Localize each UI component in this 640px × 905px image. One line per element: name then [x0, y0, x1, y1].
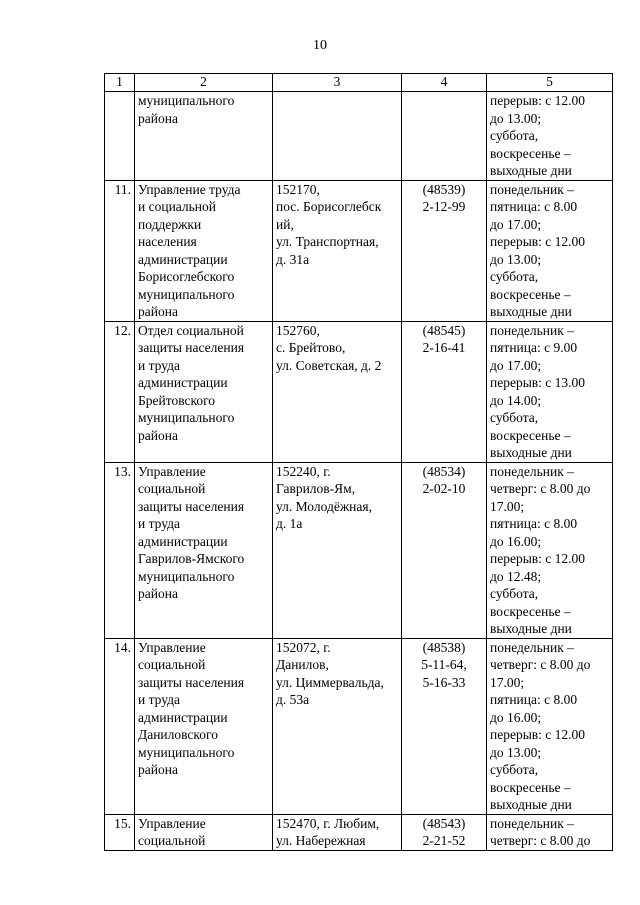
working-hours-line: воскресенье – [490, 145, 571, 161]
address-line: ул. Циммервальда, [276, 674, 384, 690]
working-hours-line: четверг: с 8.00 до [490, 657, 591, 672]
institution-name-line: администрации [138, 375, 228, 390]
institution-name-line: Управление [138, 463, 206, 479]
working-hours-line: 17.00; [490, 498, 525, 514]
working-hours-line: суббота, [490, 586, 539, 601]
row-number-cell: 14. [105, 638, 135, 814]
working-hours-cell [487, 462, 613, 638]
table-row [105, 638, 613, 814]
working-hours-line: до 16.00; [490, 709, 542, 725]
phone-cell [402, 462, 487, 638]
working-hours-line: перерыв: с 12.00 [490, 93, 586, 108]
institution-name-line: и труда [138, 357, 180, 373]
working-hours-line: воскресенье – [490, 603, 571, 619]
phone-line: 5-11-64, [421, 657, 467, 672]
working-hours-line: воскресенье – [490, 779, 571, 795]
working-hours-cell [487, 814, 613, 850]
working-hours-line: выходные дни [490, 621, 572, 636]
institution-name-line: муниципального [138, 286, 235, 302]
row-number-cell: 11. [105, 180, 135, 321]
working-hours-cell [487, 92, 613, 181]
column-number-3: 3 [273, 74, 402, 92]
phone-cell [402, 180, 487, 321]
phone-cell [402, 814, 487, 850]
phone-line: (48543) [422, 815, 466, 831]
row-number-cell: 15. [105, 814, 135, 850]
institutions-table [104, 73, 613, 851]
phone-line: (48534) [422, 463, 466, 479]
working-hours-line: пятница: с 8.00 [490, 199, 578, 214]
working-hours-line: до 17.00; [490, 357, 542, 373]
column-number-2: 2 [135, 74, 273, 92]
working-hours-line: четверг: с 8.00 до [490, 833, 591, 848]
address-line: 152760, [276, 322, 320, 338]
working-hours-line: выходные дни [490, 163, 572, 178]
address-line: ул. Молодёжная, [276, 498, 372, 514]
working-hours-line: до 16.00; [490, 533, 542, 549]
row-number-cell: 13. [105, 462, 135, 638]
working-hours-line: понедельник – [490, 181, 574, 197]
column-number-1: 1 [105, 74, 135, 92]
institution-name-line: поддержки [138, 216, 202, 232]
institution-name-line: Управление [138, 639, 206, 655]
address-line: Данилов, [276, 657, 329, 672]
institution-name-line: социальной [138, 481, 206, 496]
institution-name-line: района [138, 762, 178, 777]
institution-name-line: муниципального [138, 93, 235, 108]
phone-line: 2-12-99 [422, 199, 466, 214]
row-number-cell: 12. [105, 321, 135, 462]
working-hours-line: понедельник – [490, 322, 574, 338]
phone-cell [402, 638, 487, 814]
institution-name-line: Брейтовского [138, 392, 216, 408]
institution-name-cell [135, 321, 273, 462]
phone-line: 5-16-33 [422, 674, 466, 690]
institution-name-line: населения [138, 234, 197, 249]
working-hours-line: пятница: с 8.00 [490, 516, 578, 531]
address-line: ул. Советская, д. 2 [276, 357, 382, 373]
working-hours-line: до 13.00; [490, 251, 542, 267]
working-hours-cell [487, 638, 613, 814]
address-line: с. Брейтово, [276, 340, 346, 355]
address-line: 152240, г. [276, 463, 331, 479]
institution-name-line: администрации [138, 533, 228, 549]
address-line: ул. Транспортная, [276, 234, 379, 249]
phone-line: 2-16-41 [422, 340, 466, 355]
institution-name-line: района [138, 110, 178, 126]
column-number-header-row [105, 74, 613, 92]
address-line: д. 53а [276, 692, 310, 707]
working-hours-line: суббота, [490, 269, 539, 284]
table-row [105, 462, 613, 638]
phone-line: (48539) [422, 181, 466, 197]
working-hours-line: перерыв: с 12.00 [490, 727, 586, 742]
institution-name-line: Отдел социальной [138, 322, 244, 338]
institution-name-line: администрации [138, 709, 228, 725]
working-hours-line: пятница: с 8.00 [490, 692, 578, 707]
institution-name-cell [135, 638, 273, 814]
address-cell [273, 638, 402, 814]
phone-line: (48538) [422, 639, 466, 655]
institution-name-line: Гаврилов-Ямского [138, 551, 245, 566]
institution-name-line: муниципального [138, 410, 235, 425]
institution-name-line: Даниловского [138, 727, 218, 742]
working-hours-line: суббота, [490, 762, 539, 777]
working-hours-line: до 17.00; [490, 216, 542, 232]
working-hours-line: до 12.48; [490, 568, 542, 584]
institution-name-cell [135, 180, 273, 321]
address-line: Гаврилов-Ям, [276, 481, 356, 496]
working-hours-cell [487, 180, 613, 321]
institution-name-line: Борисоглебского [138, 269, 235, 284]
institution-name-line: и труда [138, 516, 180, 531]
working-hours-line: воскресенье – [490, 286, 571, 302]
table-row [105, 321, 613, 462]
institution-name-cell [135, 462, 273, 638]
working-hours-line: до 13.00; [490, 744, 542, 760]
address-cell [273, 462, 402, 638]
address-line: д. 31а [276, 251, 310, 267]
address-cell [273, 180, 402, 321]
working-hours-line: пятница: с 9.00 [490, 340, 578, 355]
phone-line: (48545) [422, 322, 466, 338]
working-hours-line: выходные дни [490, 445, 572, 460]
working-hours-cell [487, 321, 613, 462]
institution-name-line: района [138, 304, 178, 319]
working-hours-line: понедельник – [490, 463, 574, 479]
column-number-4: 4 [402, 74, 487, 92]
phone-cell [402, 321, 487, 462]
working-hours-line: четверг: с 8.00 до [490, 481, 591, 496]
address-line: ул. Набережная [276, 833, 366, 848]
institution-name-cell [135, 814, 273, 850]
phone-line: 2-02-10 [422, 481, 466, 496]
working-hours-line: до 14.00; [490, 392, 542, 408]
working-hours-line: 17.00; [490, 674, 525, 690]
table-row [105, 814, 613, 850]
institution-name-line: района [138, 427, 178, 443]
working-hours-line: суббота, [490, 410, 539, 425]
column-number-5: 5 [487, 74, 613, 92]
institution-name-line: социальной [138, 657, 206, 672]
institution-name-line: администрации [138, 251, 228, 267]
address-line: 152470, г. Любим, [276, 815, 380, 831]
working-hours-line: выходные дни [490, 797, 572, 812]
working-hours-line: понедельник – [490, 815, 574, 831]
address-cell [273, 814, 402, 850]
institution-name-line: муниципального [138, 568, 235, 584]
address-line: д. 1а [276, 516, 303, 531]
address-cell [273, 92, 402, 181]
page-number: 10 [313, 38, 327, 53]
working-hours-line: перерыв: с 12.00 [490, 551, 586, 566]
address-cell [273, 321, 402, 462]
institution-name-line: Управление [138, 815, 206, 831]
working-hours-line: перерыв: с 12.00 [490, 234, 586, 249]
address-line: 152170, [276, 181, 320, 197]
institution-name-cell [135, 92, 273, 181]
institution-name-line: защиты населения [138, 674, 245, 690]
working-hours-line: понедельник – [490, 639, 574, 655]
table-row [105, 92, 613, 181]
row-number-cell [105, 92, 135, 181]
institution-name-line: района [138, 586, 178, 601]
institution-name-line: и труда [138, 692, 180, 707]
working-hours-line: суббота, [490, 128, 539, 143]
phone-cell [402, 92, 487, 181]
address-line: ий, [276, 216, 294, 232]
institution-name-line: защиты населения [138, 340, 245, 355]
working-hours-line: воскресенье – [490, 427, 571, 443]
institution-name-line: социальной [138, 833, 206, 848]
working-hours-line: выходные дни [490, 304, 572, 319]
working-hours-line: перерыв: с 13.00 [490, 375, 586, 390]
phone-line: 2-21-52 [422, 833, 466, 848]
table-row [105, 180, 613, 321]
address-line: 152072, г. [276, 639, 331, 655]
institution-name-line: защиты населения [138, 498, 245, 514]
institution-name-line: муниципального [138, 744, 235, 760]
working-hours-line: до 13.00; [490, 110, 542, 126]
institution-name-line: и социальной [138, 199, 216, 214]
address-line: пос. Борисоглебск [276, 199, 382, 214]
institution-name-line: Управление труда [138, 181, 241, 197]
